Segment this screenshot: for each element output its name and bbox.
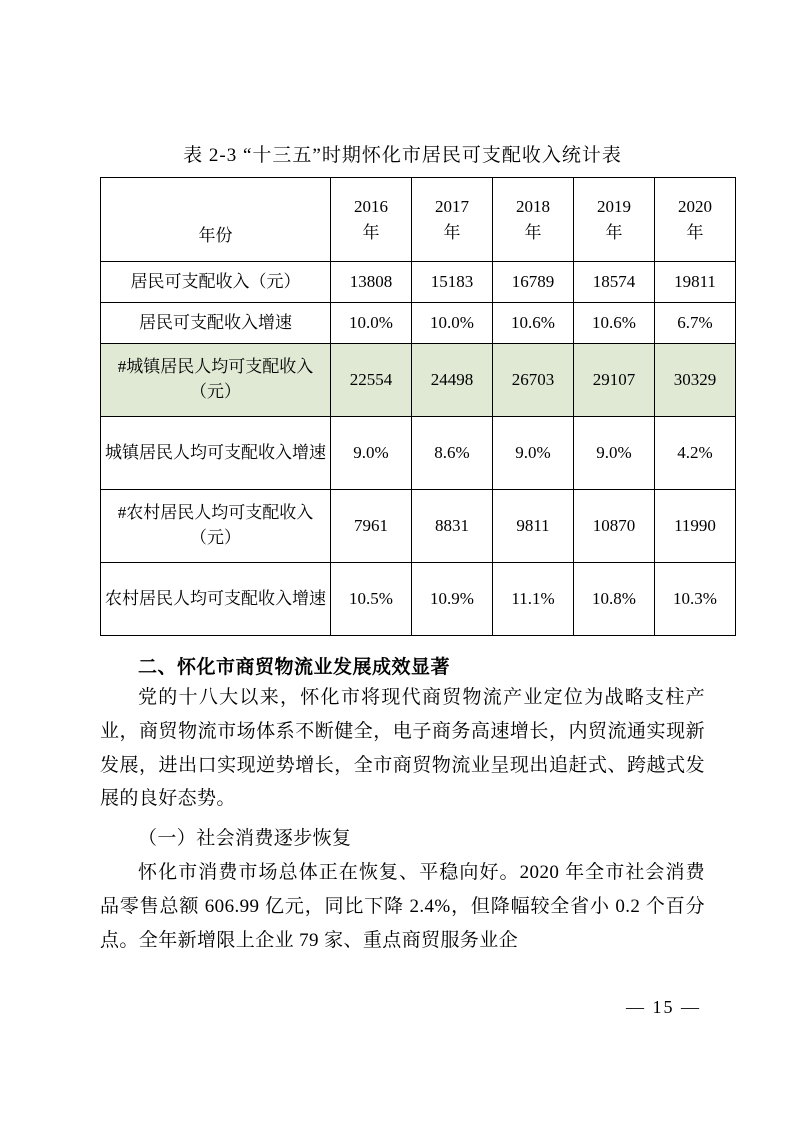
row-value: 10870 [574, 490, 655, 563]
row-value: 26703 [493, 344, 574, 417]
row-value: 9.0% [574, 417, 655, 490]
income-statistics-table [100, 177, 736, 636]
section-heading: 二、怀化市商贸物流业发展成效显著 [138, 656, 451, 678]
paragraph-1: 党的十八大以来，怀化市将现代商贸物流产业定位为战略支柱产业，商贸物流市场体系不断健全，电子商务高速增长，内贸流通实现新发展，进出口实现逆势增长，全市商贸物流业呈现出追赶式、跨越式发展的良好态势。 [100, 687, 705, 810]
table-title: 表 2-3 “十三五”时期怀化市居民可支配收入统计表 [183, 145, 622, 166]
header-year-value: 2016 [354, 197, 388, 216]
table-row-highlighted [101, 344, 736, 417]
header-year-value: 2017 [435, 197, 469, 216]
row-value: 30329 [655, 344, 736, 417]
table-header-row [101, 178, 736, 262]
row-value: 8831 [412, 490, 493, 563]
header-year-value: 2019 [597, 197, 631, 216]
row-value: 24498 [412, 344, 493, 417]
row-value: 10.9% [412, 563, 493, 636]
row-value: 10.6% [493, 303, 574, 344]
row-value: 13808 [331, 262, 412, 303]
row-value: 22554 [331, 344, 412, 417]
row-value: 29107 [574, 344, 655, 417]
header-year-unit: 年 [362, 222, 380, 242]
table-row [101, 490, 736, 563]
row-value: 9811 [493, 490, 574, 563]
row-value: 11990 [655, 490, 736, 563]
row-label: 城镇居民人均可支配收入增速 [101, 417, 331, 490]
row-value: 10.3% [655, 563, 736, 636]
row-value: 9.0% [331, 417, 412, 490]
header-cell-year-2017 [412, 178, 493, 262]
page-content [100, 140, 717, 958]
header-cell-year-2016 [331, 178, 412, 262]
page-number: — 15 — [626, 997, 701, 1017]
header-year-unit: 年 [443, 222, 461, 242]
row-value: 8.6% [412, 417, 493, 490]
row-value: 7961 [331, 490, 412, 563]
table-row [101, 262, 736, 303]
table-row [101, 417, 736, 490]
row-label: 农村居民人均可支配收入增速 [101, 563, 331, 636]
header-cell-year-2020 [655, 178, 736, 262]
row-value: 10.6% [574, 303, 655, 344]
row-value: 10.8% [574, 563, 655, 636]
row-value: 15183 [412, 262, 493, 303]
row-value: 9.0% [493, 417, 574, 490]
row-value: 19811 [655, 262, 736, 303]
paragraph-2: 怀化市消费市场总体正在恢复、平稳向好。2020 年全市社会消费品零售总额 606.99 亿元，同比下降 2.4%，但降幅较全省小 0.2 个百分点。全年新增限上企业 79 家、重点商贸服务业企 [100, 862, 705, 951]
header-year-unit: 年 [686, 222, 704, 242]
header-year-value: 2018 [516, 197, 550, 216]
row-value: 18574 [574, 262, 655, 303]
row-value: 6.7% [655, 303, 736, 344]
header-year-value: 2020 [678, 197, 712, 216]
row-value: 16789 [493, 262, 574, 303]
header-cell-year-2019 [574, 178, 655, 262]
header-cell-label: 年份 [101, 178, 331, 262]
row-value: 10.0% [412, 303, 493, 344]
row-value: 10.5% [331, 563, 412, 636]
header-cell-year-2018 [493, 178, 574, 262]
header-year-unit: 年 [605, 222, 623, 242]
row-value: 4.2% [655, 417, 736, 490]
row-value: 11.1% [493, 563, 574, 636]
row-label: 居民可支配收入（元） [101, 262, 331, 303]
header-year-unit: 年 [524, 222, 542, 242]
row-label: 居民可支配收入增速 [101, 303, 331, 344]
row-label: #农村居民人均可支配收入（元） [101, 490, 331, 563]
row-label: #城镇居民人均可支配收入（元） [101, 344, 331, 417]
table-row [101, 303, 736, 344]
table-row [101, 563, 736, 636]
sub-heading: （一）社会消费逐步恢复 [138, 828, 352, 850]
row-value: 10.0% [331, 303, 412, 344]
